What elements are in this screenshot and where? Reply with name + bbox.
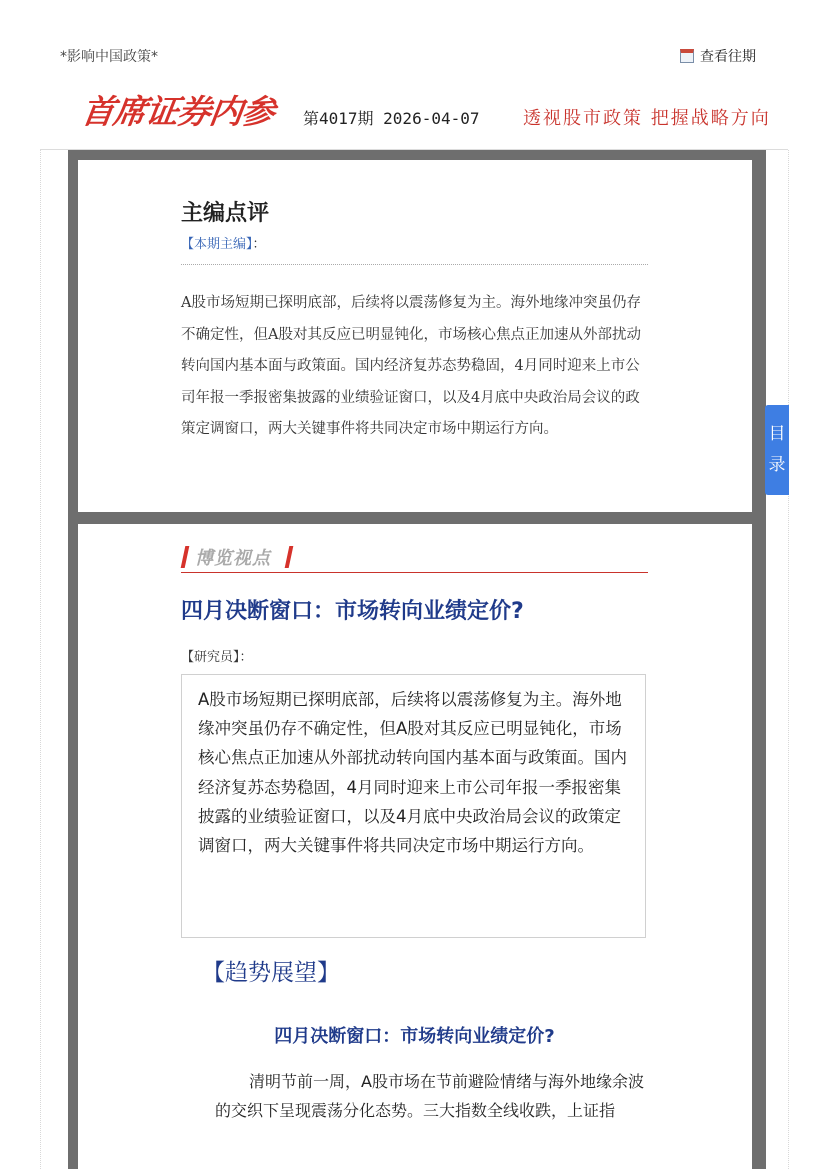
article-body: 清明节前一周，A股市场在节前避险情绪与海外地缘余波的交织下呈现震荡分化态势。三大指数全线收跌，上证指 (215, 1072, 644, 1120)
page-edge-left (40, 150, 41, 1169)
editor-divider (181, 264, 648, 265)
article-title[interactable]: 四月决断窗口：市场转向业绩定价? (181, 599, 524, 624)
calendar-icon (680, 49, 694, 63)
editor-byline-label: 【本期主编】 (181, 237, 253, 252)
editor-byline (181, 233, 266, 252)
issue-info: 第4017期 2026-04-07 (303, 109, 480, 128)
tagline: *影响中国政策* (60, 49, 158, 65)
editor-comment: A股市场短期已探明底部，后续将以震荡修复为主。海外地缘冲突虽仍存不确定性，但A股对其反应已明显钝化，市场核心焦点正加速从外部扰动转向国内基本面与政策面。国内经济复苏态势稳固，4月同时迎来上市公司年报一季报密集披露的业绩验证窗口，以及4月底中央政治局会议的政策定调窗口，两大关键事件将共同决定市场中期运行方向。 (181, 295, 641, 437)
logo: 首席证券内参 (78, 92, 277, 131)
article-panel (78, 524, 752, 1169)
masthead (0, 0, 826, 150)
editor-title: 主编点评 (181, 201, 270, 226)
toc-button[interactable]: 目录 (765, 405, 789, 495)
editor-byline-colon: ： (252, 237, 266, 252)
archive-link[interactable] (680, 46, 756, 66)
archive-link-label: 查看往期 (700, 49, 756, 65)
section-bar-left (181, 546, 190, 568)
slogan: 透视股市政策 把握战略方向 (523, 108, 771, 129)
trend-heading: 【趋势展望】 (202, 960, 340, 986)
article-subheading: 四月决断窗口：市场转向业绩定价? (274, 1026, 555, 1047)
editor-panel (78, 160, 752, 512)
article-summary: A股市场短期已探明底部，后续将以震荡修复为主。海外地缘冲突虽仍存不确定性，但A股对其反应已明显钝化，市场核心焦点正加速从外部扰动转向国内基本面与政策面。国内经济复苏态势稳固，4月同时迎来上市公司年报一季报密集披露的业绩验证窗口，以及4月底中央政治局会议的政策定调窗口，两大关键事件将共同决定市场中期运行方向。 (181, 674, 646, 938)
researcher-byline: 【研究员】： (181, 650, 253, 665)
section-label: 博览视点 (195, 548, 271, 569)
page-edge-right (788, 150, 789, 1169)
section-bar-right (285, 546, 294, 568)
section-header (181, 540, 648, 573)
